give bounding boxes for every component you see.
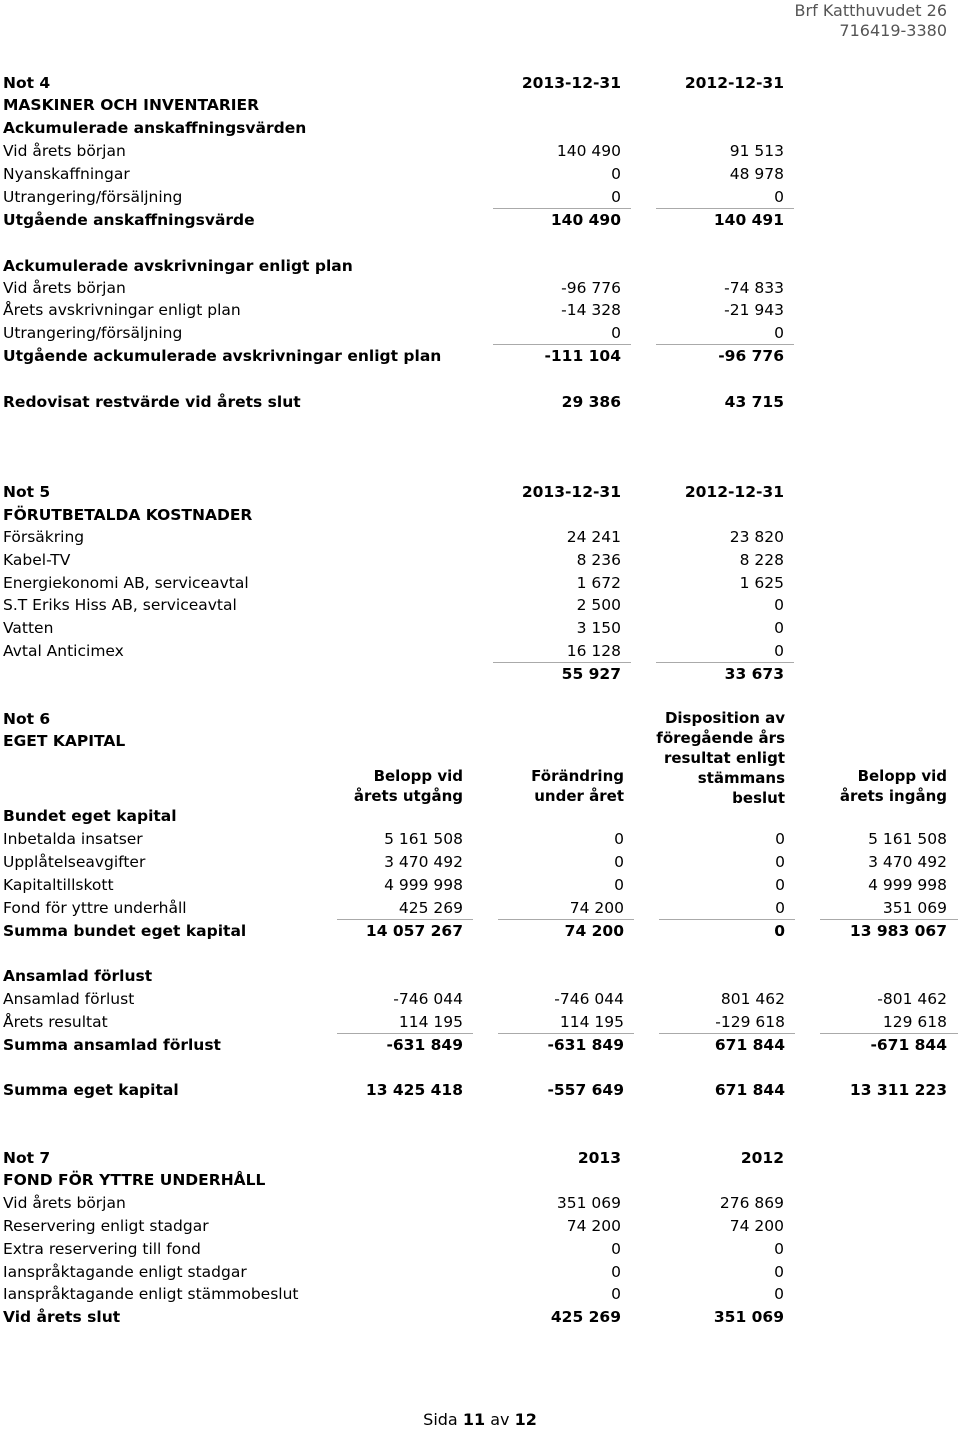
note5-total-row [3,663,960,685]
row-label: Utrangering/försäljning [3,188,183,206]
row-label: Reservering enligt stadgar [3,1217,209,1235]
value-2013: 1 672 [576,574,621,592]
value-2013: -14 328 [561,301,621,319]
note7-title-row [3,1147,960,1169]
value-disposition: 0 [775,876,785,894]
note4-total-row [3,345,960,367]
value-2013: 0 [611,1285,621,1303]
value-2013: 8 236 [576,551,621,569]
org-name: Brf Katthuvudet 26 [794,1,947,20]
note7-title: Not 7 [3,1149,51,1167]
value-2012: 276 869 [719,1194,784,1212]
value-2012: 74 200 [729,1217,784,1235]
note5-heading: FÖRUTBETALDA KOSTNADER [3,506,253,524]
value-disposition: 671 844 [714,1036,785,1054]
value-2013: 0 [611,1263,621,1281]
page-footer [0,1410,960,1429]
value-disposition: -129 618 [715,1013,785,1031]
value-2012: 0 [774,1263,784,1281]
col-header-line: Belopp vid [857,767,947,785]
note6-grand-total-row [3,1079,960,1101]
value-2012: 48 978 [729,165,784,183]
value-2012: 1 625 [739,574,784,592]
note6-total-row [3,920,960,942]
col-header-line: resultat enligt [663,749,785,767]
note4-heading: MASKINER OCH INVENTARIER [3,96,260,114]
value-closing: 13 425 418 [365,1081,463,1099]
row-label: Årets resultat [3,1013,108,1031]
value-closing: 4 999 998 [384,876,463,894]
footer-page-number: 11 [462,1410,486,1429]
value-2012: -96 776 [718,347,784,365]
row-label: Utgående ackumulerade avskrivningar enligt plan [3,347,442,365]
note5-row [3,594,960,616]
row-label: Ansamlad förlust [3,990,135,1008]
value-opening: 13 311 223 [849,1081,947,1099]
row-label: Fond för yttre underhåll [3,899,187,917]
note4-subheading-1: Ackumulerade anskaffningsvärden [3,119,307,137]
note7-col2-header: 2012 [740,1149,784,1167]
row-label: Vid årets slut [3,1308,121,1326]
value-2012: 91 513 [729,142,784,160]
note5-row [3,572,960,594]
value-2012: 0 [774,619,784,637]
value-opening: -671 844 [870,1036,947,1054]
value-closing: -631 849 [386,1036,463,1054]
value-2013: 16 128 [566,642,621,660]
col-header-closing [354,766,463,806]
note4-row [3,322,960,344]
note7-total-row [3,1306,960,1328]
row-label: Kabel-TV [3,551,71,569]
note4-row [3,163,960,185]
note5-row [3,617,960,639]
value-closing: -746 044 [393,990,463,1008]
value-closing: 14 057 267 [365,922,463,940]
row-label: Vid årets början [3,142,126,160]
note4-title: Not 4 [3,74,51,92]
value-2013: -111 104 [544,347,621,365]
value-2013: 140 490 [550,211,621,229]
value-disposition: 0 [775,853,785,871]
footer-separator: av [490,1410,510,1429]
value-2013: 0 [611,188,621,206]
value-disposition: 801 462 [720,990,785,1008]
value-2012: 8 228 [739,551,784,569]
row-label: Försäkring [3,528,85,546]
row-label: Ianspråktagande enligt stadgar [3,1263,247,1281]
note7-row [3,1192,960,1214]
value-2012: 0 [774,188,784,206]
value-2012: 351 069 [713,1308,784,1326]
value-2012: 0 [774,324,784,342]
value-2013: 351 069 [556,1194,621,1212]
value-2013: 2 500 [576,596,621,614]
note5-col1-header: 2013-12-31 [521,483,621,501]
value-opening: 5 161 508 [868,830,947,848]
value-2013: 0 [611,324,621,342]
value-change: -746 044 [554,990,624,1008]
value-2012: 33 673 [724,665,784,683]
note7-row [3,1215,960,1237]
row-label: Vid årets början [3,1194,126,1212]
row-label: Summa bundet eget kapital [3,922,247,940]
value-2012: 23 820 [729,528,784,546]
col-header-opening [840,766,947,806]
note7-row [3,1238,960,1260]
value-2012: 0 [774,642,784,660]
value-change: 114 195 [559,1013,624,1031]
value-closing: 114 195 [398,1013,463,1031]
note6-subheading-2: Ansamlad förlust [3,967,153,985]
col-header-change [531,766,624,806]
col-header-line: årets ingång [839,787,947,805]
row-label: Energiekonomi AB, serviceavtal [3,574,249,592]
note6-row [3,874,960,896]
note4-title-row [3,72,960,94]
value-change: 0 [614,853,624,871]
row-label: Extra reservering till fond [3,1240,201,1258]
footer-page-total: 12 [514,1410,537,1429]
note4-row [3,299,960,321]
value-opening: 13 983 067 [849,922,947,940]
row-label: Avtal Anticimex [3,642,124,660]
note6-heading: EGET KAPITAL [3,732,126,750]
value-change: -631 849 [547,1036,624,1054]
value-2013: 0 [611,1240,621,1258]
note6-row [3,988,960,1010]
note6-row [3,1011,960,1033]
col-header-line: Disposition av [664,709,785,727]
note5-row [3,526,960,548]
value-disposition: 0 [775,830,785,848]
row-label: Ianspråktagande enligt stämmobeslut [3,1285,299,1303]
note6-total-row [3,1034,960,1056]
value-2012: -21 943 [724,301,784,319]
note4-total-row [3,209,960,231]
value-2013: 55 927 [561,665,621,683]
value-opening: -801 462 [877,990,947,1008]
note6-title: Not 6 [3,710,51,728]
value-opening: 129 618 [882,1013,947,1031]
note4-result-row [3,391,960,413]
footer-prefix: Sida [423,1410,458,1429]
col-header-disposition [656,708,785,808]
value-2013: 140 490 [556,142,621,160]
value-change: 74 200 [569,899,624,917]
value-opening: 4 999 998 [868,876,947,894]
value-disposition: 0 [775,899,785,917]
row-label: Utrangering/försäljning [3,324,183,342]
note5-title-row [3,481,960,503]
note7-col1-header: 2013 [577,1149,621,1167]
org-number: 716419-3380 [839,21,947,40]
note7-row [3,1283,960,1305]
row-label: Kapitaltillskott [3,876,114,894]
note4-col2-header: 2012-12-31 [684,74,784,92]
value-change: 0 [614,830,624,848]
value-2013: 3 150 [576,619,621,637]
col-header-line: stämmans [697,769,785,787]
note7-heading: FOND FÖR YTTRE UNDERHÅLL [3,1171,266,1189]
note4-row [3,186,960,208]
value-opening: 3 470 492 [868,853,947,871]
col-header-line: Förändring [531,767,624,785]
row-label: Utgående anskaffningsvärde [3,211,255,229]
note5-title: Not 5 [3,483,51,501]
row-label: Vid årets början [3,279,126,297]
note6-subheading-1: Bundet eget kapital [3,807,177,825]
value-2013: -96 776 [561,279,621,297]
value-closing: 5 161 508 [384,830,463,848]
note6-row [3,851,960,873]
note7-row [3,1261,960,1283]
note4-subheading-2: Ackumulerade avskrivningar enligt plan [3,257,353,275]
value-change: -557 649 [547,1081,624,1099]
value-2013: 24 241 [566,528,621,546]
row-label: Årets avskrivningar enligt plan [3,301,241,319]
value-2012: 140 491 [713,211,784,229]
note4-col1-header: 2013-12-31 [521,74,621,92]
col-header-line: under året [534,787,624,805]
row-label: Upplåtelseavgifter [3,853,146,871]
value-disposition: 671 844 [714,1081,785,1099]
note6-row [3,828,960,850]
value-2012: -74 833 [724,279,784,297]
value-closing: 425 269 [398,899,463,917]
value-2013: 0 [611,165,621,183]
row-label: Inbetalda insatser [3,830,143,848]
col-header-line: Belopp vid [373,767,463,785]
row-label: S.T Eriks Hiss AB, serviceavtal [3,596,237,614]
note5-row [3,640,960,662]
value-2012: 0 [774,1285,784,1303]
note5-col2-header: 2012-12-31 [684,483,784,501]
value-2012: 0 [774,596,784,614]
note4-row [3,140,960,162]
row-label: Vatten [3,619,54,637]
row-label: Redovisat restvärde vid årets slut [3,393,301,411]
value-2013: 74 200 [566,1217,621,1235]
value-change: 74 200 [564,922,624,940]
value-2012: 43 715 [724,393,784,411]
value-change: 0 [614,876,624,894]
value-2012: 0 [774,1240,784,1258]
note4-row [3,277,960,299]
col-header-line: beslut [732,789,785,807]
value-2013: 425 269 [550,1308,621,1326]
value-closing: 3 470 492 [384,853,463,871]
col-header-line: årets utgång [353,787,463,805]
note5-row [3,549,960,571]
value-opening: 351 069 [882,899,947,917]
row-label: Nyanskaffningar [3,165,130,183]
note6-row [3,897,960,919]
row-label: Summa ansamlad förlust [3,1036,221,1054]
value-2013: 29 386 [561,393,621,411]
col-header-line: föregående års [656,729,785,747]
value-disposition: 0 [774,922,785,940]
row-label: Summa eget kapital [3,1081,179,1099]
